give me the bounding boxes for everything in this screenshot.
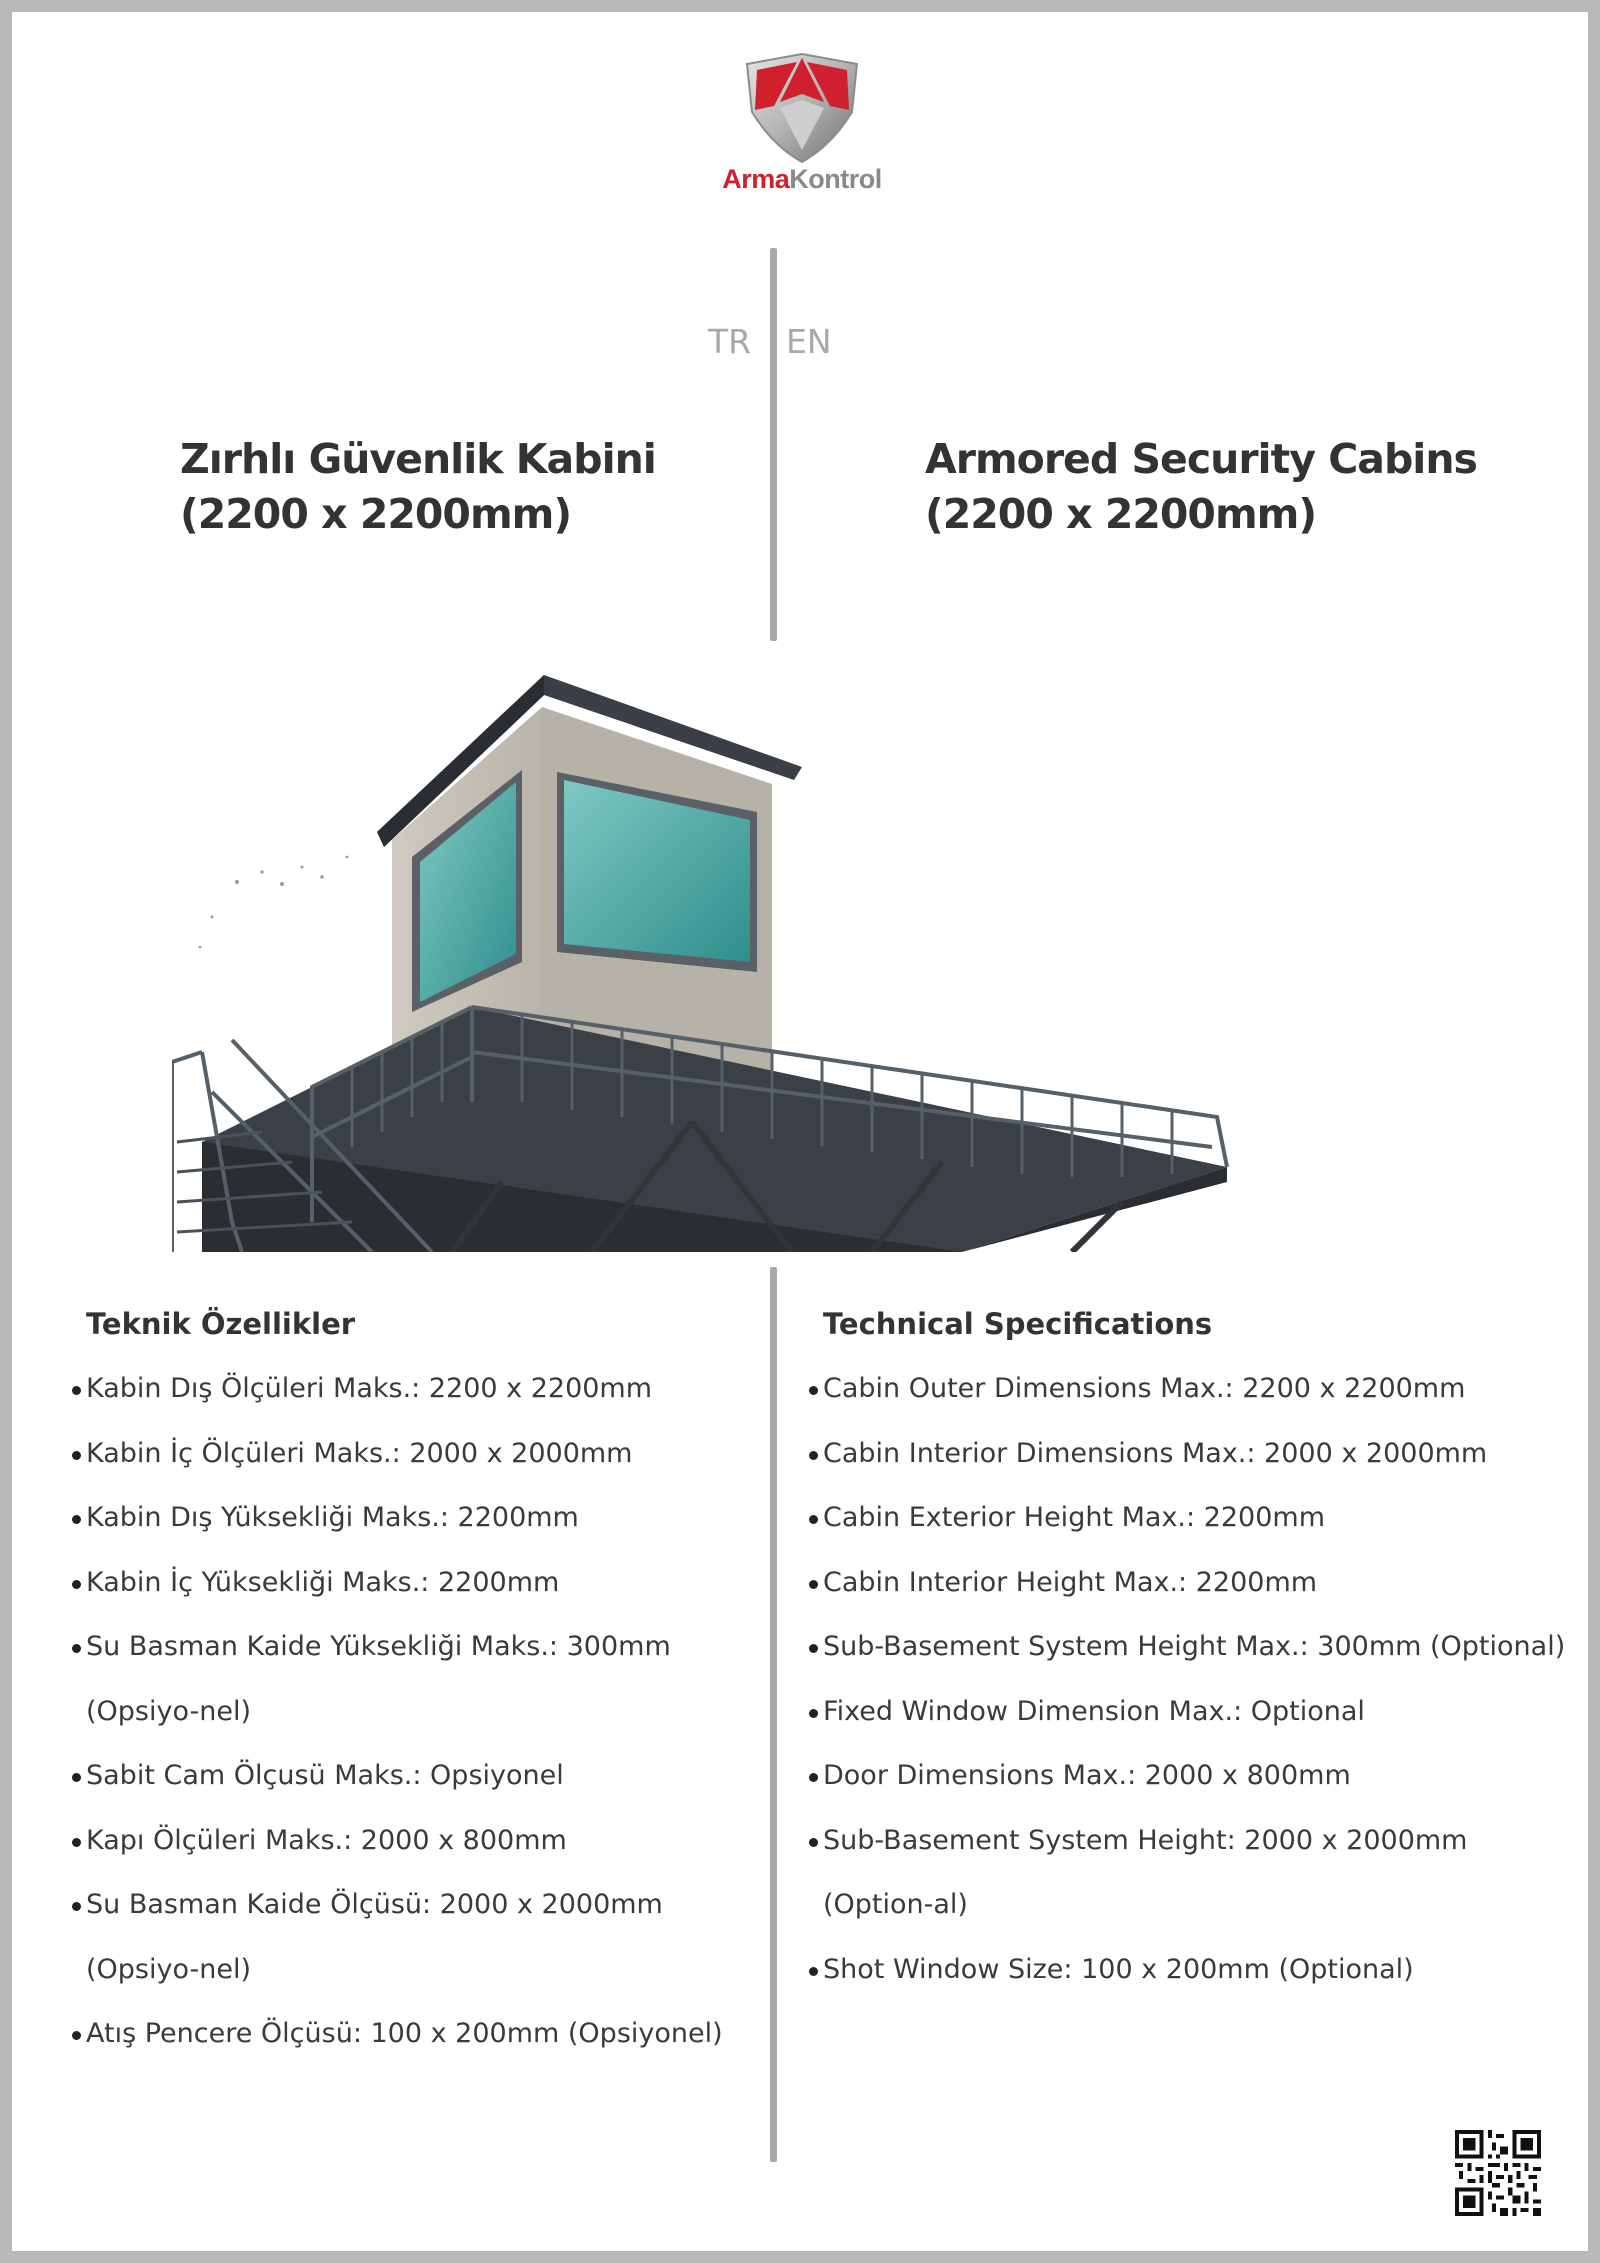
list-item: Su Basman Kaide Ölçüsü: 2000 x 2000mm (Opsiyo-nel) <box>72 1873 752 2002</box>
shield-logo-icon <box>702 50 902 165</box>
list-item: Cabin Interior Height Max.: 2200mm <box>809 1551 1569 1616</box>
title-tr-line1: Zırhlı Güvenlik Kabini <box>180 435 656 483</box>
title-en-line1: Armored Security Cabins <box>925 435 1477 483</box>
list-item: Cabin Exterior Height Max.: 2200mm <box>809 1486 1569 1551</box>
logo-wordmark <box>702 164 902 195</box>
qr-code-icon[interactable] <box>1455 2130 1541 2216</box>
title-tr <box>180 432 740 542</box>
list-item: Sabit Cam Ölçusü Maks.: Opsiyonel <box>72 1744 752 1809</box>
logo-word-kontrol: Kontrol <box>789 164 882 194</box>
list-item: Shot Window Size: 100 x 200mm (Optional) <box>809 1938 1569 2003</box>
list-item: Kabin İç Ölçüleri Maks.: 2000 x 2000mm <box>72 1422 752 1487</box>
spec-items-tr <box>72 1357 752 2067</box>
title-tr-line2: (2200 x 2200mm) <box>180 490 572 538</box>
spec-heading-en: Technical Specifications <box>823 1307 1213 1341</box>
list-item: Door Dimensions Max.: 2000 x 800mm <box>809 1744 1569 1809</box>
list-item: Cabin Outer Dimensions Max.: 2200 x 2200mm <box>809 1357 1569 1422</box>
spec-heading-tr: Teknik Özellikler <box>86 1307 356 1341</box>
list-item: Sub-Basement System Height: 2000 x 2000mm (Option-al) <box>809 1809 1569 1938</box>
list-item: Kabin Dış Ölçüleri Maks.: 2200 x 2200mm <box>72 1357 752 1422</box>
title-en <box>925 432 1565 542</box>
list-item: Kabin Dış Yüksekliği Maks.: 2200mm <box>72 1486 752 1551</box>
spec-list-en <box>809 1307 1569 2002</box>
logo-word-arma: Arma <box>722 164 790 194</box>
title-en-line2: (2200 x 2200mm) <box>925 490 1317 538</box>
language-label-en: EN <box>786 322 832 361</box>
spec-items-en <box>809 1357 1569 2002</box>
bottom-divider <box>770 1267 777 2162</box>
list-item: Cabin Interior Dimensions Max.: 2000 x 2000mm <box>809 1422 1569 1487</box>
top-divider <box>770 248 777 641</box>
list-item: Kapı Ölçüleri Maks.: 2000 x 800mm <box>72 1809 752 1874</box>
brochure-page <box>12 12 1588 2251</box>
language-label-tr: TR <box>708 322 752 361</box>
list-item: Kabin İç Yüksekliği Maks.: 2200mm <box>72 1551 752 1616</box>
arma-kontrol-logo <box>702 50 902 210</box>
spec-list-tr <box>72 1307 752 2067</box>
list-item: Fixed Window Dimension Max.: Optional <box>809 1680 1569 1745</box>
list-item: Sub-Basement System Height Max.: 300mm (Optional) <box>809 1615 1569 1680</box>
list-item: Su Basman Kaide Yüksekliği Maks.: 300mm (Opsiyo-nel) <box>72 1615 752 1744</box>
list-item: Atış Pencere Ölçüsü: 100 x 200mm (Opsiyonel) <box>72 2002 752 2067</box>
security-tower-image <box>172 662 1252 1252</box>
